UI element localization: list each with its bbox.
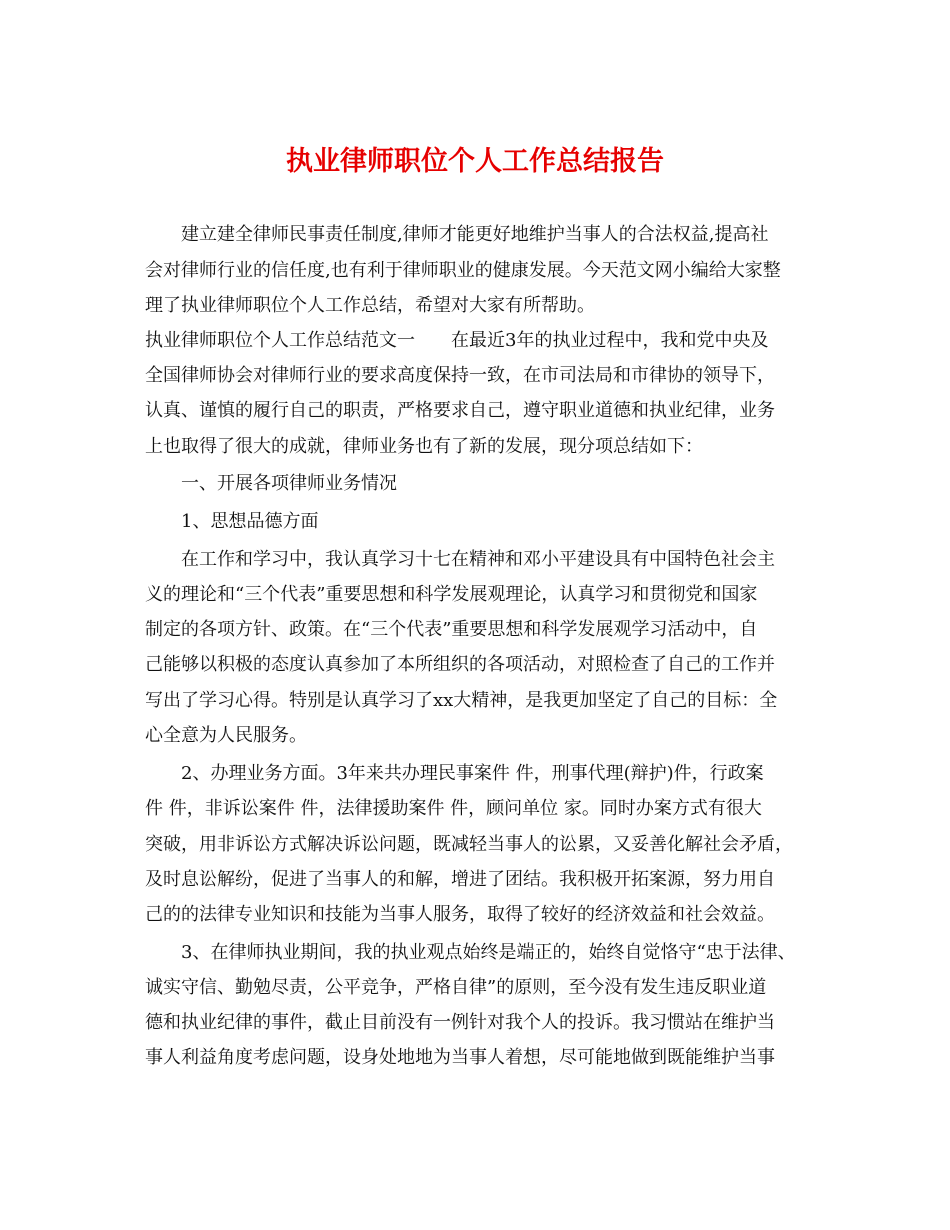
subsection-heading: 1、思想品德方面 (181, 511, 319, 532)
body-line: 理了执业律师职位个人工作总结，希望对大家有所帮助。 (145, 295, 595, 316)
body-line: 己能够以积极的态度认真参加了本所组织的各项活动，对照检查了自己的工作并 (145, 654, 775, 675)
body-line: 在工作和学习中，我认真学习十七在精神和邓小平建设具有中国特色社会主 (181, 549, 775, 570)
body-line: 及时息讼解纷，促进了当事人的和解，增进了团结。我积极开拓案源，努力用自 (145, 869, 775, 890)
body-line: 制定的各项方针、政策。在“三个代表”重要思想和科学发展观学习活动中，自 (145, 619, 758, 640)
body-line: 己的的法律专业知识和技能为当事人服务，取得了较好的经济效益和社会效益。 (145, 904, 775, 925)
body-line: 突破，用非诉讼方式解决诉讼问题，既减轻当事人的讼累，又妥善化解社会矛盾， (145, 834, 793, 855)
body-line: 义的理论和“三个代表”重要思想和科学发展观理论，认真学习和贯彻党和国家 (145, 584, 758, 605)
body-line: 写出了学习心得。特别是认真学习了xx大精神，是我更加坚定了自己的目标：全 (145, 690, 778, 711)
body-line: 诚实守信、勤勉尽责，公平竞争，严格自律”的原则，至今没有发生违反职业道 (145, 977, 767, 998)
body-line: 认真、谨慎的履行自己的职责，严格要求自己，遵守职业道德和执业纪律，业务 (145, 400, 775, 421)
body-line: 件 件，非诉讼案件 件，法律援助案件 件，顾问单位 家。同时办案方式有很大 (145, 798, 762, 819)
document-title: 执业律师职位个人工作总结报告 (286, 146, 664, 177)
body-line: 德和执业纪律的事件，截止目前没有一例针对我个人的投诉。我习惯站在维护当 (145, 1012, 775, 1033)
section-heading-line: 执业律师职位个人工作总结范文一 在最近3年的执业过程中，我和党中央及 (145, 330, 769, 351)
body-line: 会对律师行业的信任度,也有利于律师职业的健康发展。今天范文网小编给大家整 (145, 260, 781, 281)
section-heading: 一、开展各项律师业务情况 (181, 473, 397, 494)
body-line: 事人利益角度考虑问题，设身处地地为当事人着想，尽可能地做到既能维护当事 (145, 1047, 775, 1068)
body-line: 建立建全律师民事责任制度,律师才能更好地维护当事人的合法权益,提高社 (181, 224, 769, 245)
body-line: 上也取得了很大的成就，律师业务也有了新的发展，现分项总结如下： (145, 436, 703, 457)
body-line: 心全意为人民服务。 (145, 725, 307, 746)
body-line: 2、办理业务方面。3年来共办理民事案件 件，刑事代理(辩护)件，行政案 (181, 763, 764, 784)
body-line: 3、在律师执业期间，我的执业观点始终是端正的，始终自觉恪守“忠于法律、 (181, 942, 796, 963)
body-line: 全国律师协会对律师行业的要求高度保持一致，在市司法局和市律协的领导下， (145, 365, 775, 386)
